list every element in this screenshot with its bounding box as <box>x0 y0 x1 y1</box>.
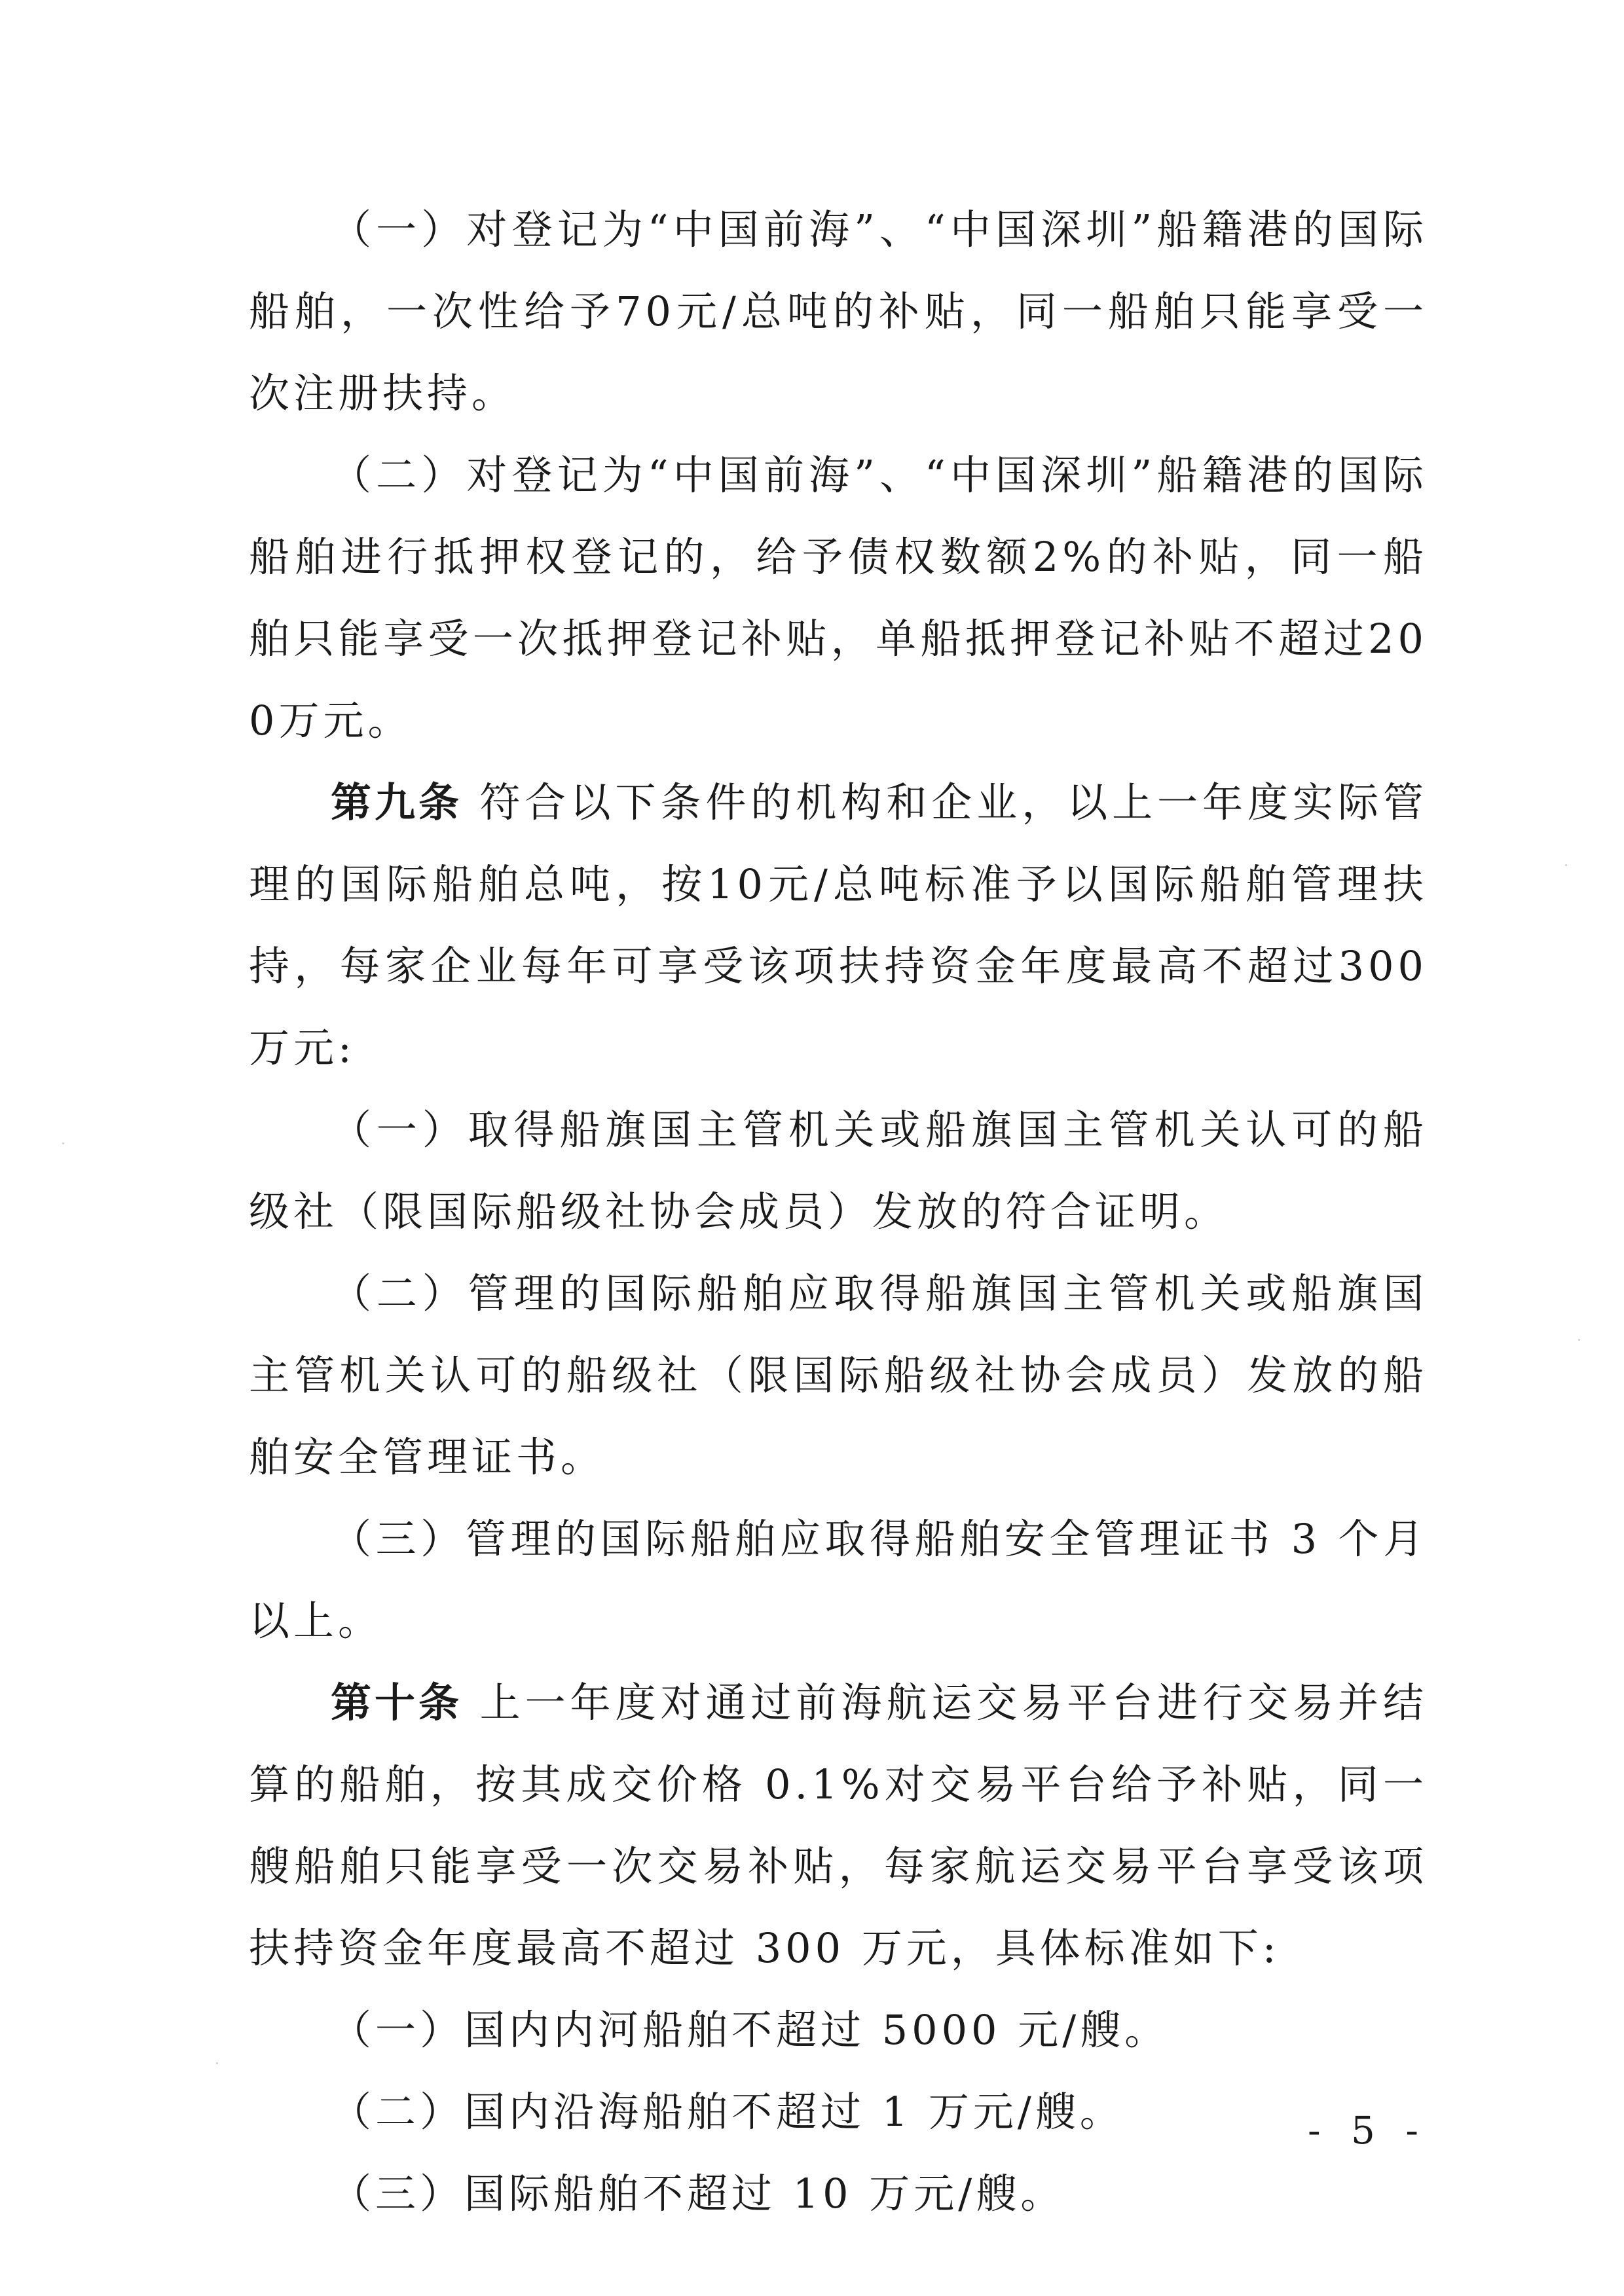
paragraph-text: （一）国内内河船舶不超过 5000 元/艘。 <box>331 2006 1170 2054</box>
paragraph <box>249 2071 1428 2153</box>
paragraph <box>249 2153 1428 2234</box>
paragraph-text: （二）国内沿海船舶不超过 1 万元/艘。 <box>331 2088 1124 2136</box>
scan-speck <box>216 2062 218 2064</box>
paragraph-text: 符合以下条件的机构和企业，以上一年度实际管理的国际船舶总吨，按10元/总吨标准予以国际船舶管理扶持，每家企业每年可享受该项扶持资金年度最高不超过300万元: <box>249 778 1428 1072</box>
paragraph <box>249 434 1428 761</box>
paragraph-text: 上一年度对通过前海航运交易平台进行交易并结算的船舶，按其成交价格 0.1%对交易平台给予补贴，同一艘船舶只能享受一次交易补贴，每家航运交易平台享受该项扶持资金年度最高不超过 300 万元，具体标准如下: <box>249 1679 1428 1972</box>
scan-speck <box>1565 864 1567 866</box>
paragraph-text: （三）管理的国际船舶应取得船舶安全管理证书 3 个月以上。 <box>249 1515 1428 1645</box>
paragraph <box>249 1252 1428 1498</box>
article-heading: 第九条 <box>331 778 462 826</box>
paragraph <box>249 1662 1428 1989</box>
paragraph <box>249 1498 1428 1662</box>
paragraph-text: （二）管理的国际船舶应取得船旗国主管机关或船旗国主管机关认可的船级社（限国际船级社协会成员）发放的船舶安全管理证书。 <box>249 1269 1428 1481</box>
scan-speck <box>1578 1339 1580 1341</box>
paragraph <box>249 1989 1428 2071</box>
page-number: - 5 - <box>1308 2108 1428 2153</box>
paragraph <box>249 189 1428 434</box>
paragraph-text: （二）对登记为“中国前海”、“中国深圳”船籍港的国际船舶进行抵押权登记的，给予债权数额2%的补贴，同一船舶只能享受一次抵押登记补贴，单船抵押登记补贴不超过200万元。 <box>249 451 1428 744</box>
paragraph <box>249 1089 1428 1252</box>
scan-speck <box>62 1142 64 1144</box>
paragraph-text: （一）对登记为“中国前海”、“中国深圳”船籍港的国际船舶，一次性给予70元/总吨的补贴，同一船舶只能享受一次注册扶持。 <box>249 206 1428 417</box>
paragraph-text: （一）取得船旗国主管机关或船旗国主管机关认可的船级社（限国际船级社协会成员）发放的符合证明。 <box>249 1106 1428 1235</box>
paragraph <box>249 761 1428 1089</box>
article-heading: 第十条 <box>331 1679 462 1726</box>
document-body <box>249 189 1428 2234</box>
paragraph-text: （三）国际船舶不超过 10 万元/艘。 <box>331 2170 1065 2217</box>
